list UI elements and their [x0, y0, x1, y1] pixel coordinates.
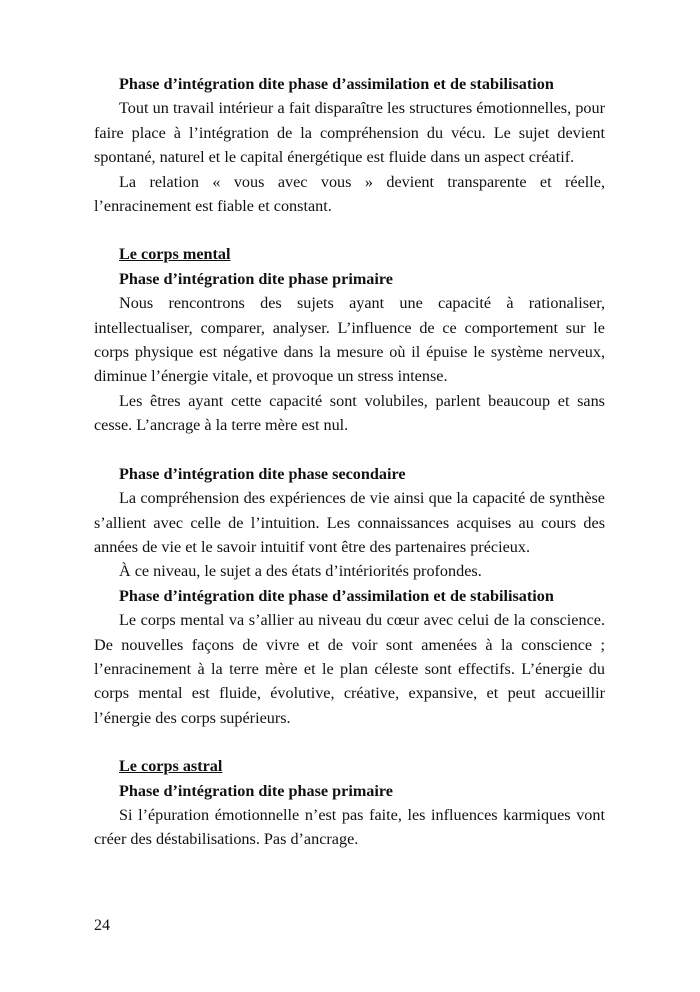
page-number: 24 [94, 917, 110, 934]
spacer [94, 438, 605, 462]
paragraph: Le corps mental va s’allier au niveau du cœur avec celui de la conscience. De nouvelles façons de vivre et de voir sont amenées à la conscience ; l’enracinement à la terre mère et le plan céleste sont effectifs. L’énergie du corps mental est fluide, évolutive, créative, expansive, et peut accueillir l’énergie des corps supérieurs. [94, 611, 605, 727]
spacer [94, 218, 605, 242]
paragraph: La compréhension des expériences de vie ainsi que la capacité de synthèse s’allient avec celle de l’intuition. Les connaissances acquises au cours des années de vie et le savoir intuitif vont être des partenaires précieux. [94, 489, 605, 556]
heading-assimilation-stabilisation: Phase d’intégration dite phase d’assimilation et de stabilisation [119, 75, 554, 93]
paragraph: Les êtres ayant cette capacité sont volubiles, parlent beaucoup et sans cesse. L’ancrage à la terre mère est nul. [94, 391, 605, 435]
paragraph: Si l’épuration émotionnelle n’est pas faite, les influences karmiques vont créer des déstabilisations. Pas d’ancrage. [94, 805, 605, 849]
heading-phase-primaire: Phase d’intégration dite phase primaire [119, 269, 393, 288]
page-body [94, 72, 605, 852]
section-title-corps-mental: Le corps mental [119, 245, 231, 264]
heading-phase-primaire: Phase d’intégration dite phase primaire [119, 781, 393, 800]
paragraph: Nous rencontrons des sujets ayant une capacité à rationaliser, intellectualiser, comparer, analyser. L’influence de ce comportement sur le corps physique est négative dans la mesure où il épuise le système nerveux, diminue l’énergie vitale, et provoque un stress intense. [94, 294, 605, 386]
heading-phase-secondaire: Phase d’intégration dite phase secondaire [119, 464, 406, 483]
paragraph: À ce niveau, le sujet a des états d’intériorités profondes. [119, 562, 482, 581]
section-title-corps-astral: Le corps astral [119, 757, 223, 776]
spacer [94, 730, 605, 754]
paragraph: Tout un travail intérieur a fait disparaître les structures émotionnelles, pour faire place à l’intégration de la compréhension du vécu. Le sujet devient spontané, naturel et le capital énergétique est fluide dans un aspect créatif. [94, 99, 605, 167]
heading-assimilation-stabilisation: Phase d’intégration dite phase d’assimilation et de stabilisation [119, 586, 554, 605]
paragraph: La relation « vous avec vous » devient transparente et réelle, l’enracinement est fiable et constant. [94, 172, 605, 216]
